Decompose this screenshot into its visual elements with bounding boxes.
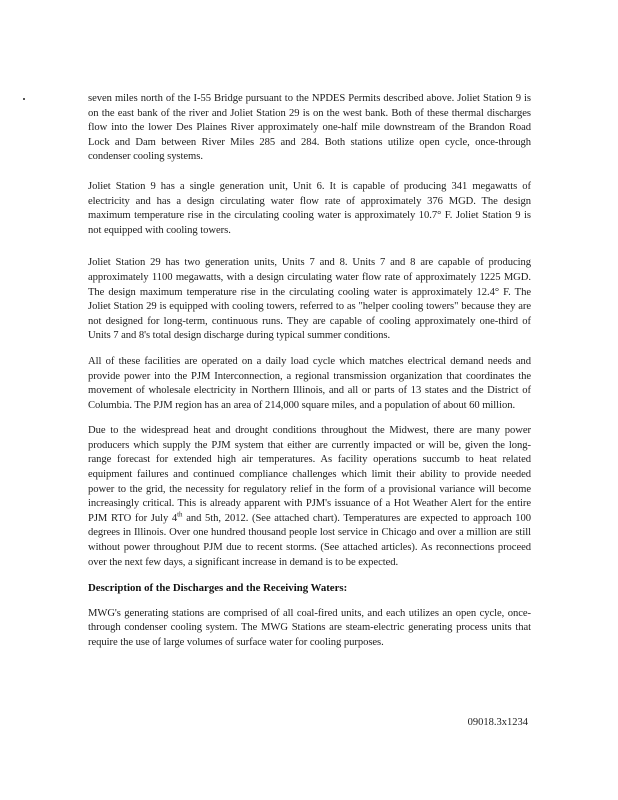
paragraph-mwg-stations: MWG's generating stations are comprised of all coal-fired units, and each utilizes an open cycle, once-through condenser cooling system. The MWG Stations are steam-electric generating process units that require the use of large volumes of surface water for cooling purposes. [88,607,531,648]
paragraph-joliet-location: seven miles north of the I-55 Bridge pursuant to the NPDES Permits described above. Joliet Station 9 is on the east bank of the river and Joliet Station 29 is on the west bank. Both of these thermal discharges flow into the lower Des Plaines River approximately one-half mile downstream of the Brandon Road Lock and Dam between River Miles 285 and 284. Both stations utilize open cycle, once-through condenser cooling systems. [88,93,531,163]
paragraph-heat-drought [88,424,531,570]
superscript-th: th [177,510,183,519]
paragraph-heat-drought-part-a: Due to the widespread heat and drought conditions throughout the Midwest, there are many power producers which supply the PJM system that either are currently impacted or will be, given the long-range forecast for extended high air temperatures. As facility operations succumb to heat related equipment failures and continued compliance challenges which limit their ability to provide needed power to the grid, the necessity for regulatory relief in the form of a provisional variance will become increasingly critical. This is already apparent with PJM's issuance of a Hot Weather Alert for the entire PJM RTO for July 4 [88,425,531,524]
paragraph-joliet-station-9: Joliet Station 9 has a single generation unit, Unit 6. It is capable of producing 341 megawatts of electricity and has a design circulating water flow rate of approximately 376 MGD. The design maximum temperature rise in the circulating cooling water is approximately 10.7° F. Joliet Station 9 is not equipped with cooling towers. [88,180,531,236]
paragraph-pjm-interconnection: All of these facilities are operated on a daily load cycle which matches electrical demand needs and provide power into the PJM Interconnection, a regional transmission organization that coordinates the movement of wholesale electricity in Northern Illinois, and all or parts of 13 states and the District of Columbia. The PJM region has an area of 214,000 square miles, and a population of about 60 million. [88,355,531,411]
paragraph-heat-drought-part-b: and 5th, 2012. (See attached chart). Temperatures are expected to approach 100 degrees in Illinois. Over one hundred thousand people lost service in Chicago and over a million are still without power throughout PJM due to recent storms. (See attached articles). As reconnections proceed over the next few days, a significant increase in demand is to be expected. [88,512,531,568]
section-heading-discharges: Description of the Discharges and the Receiving Waters: [88,582,348,595]
paragraph-joliet-station-29: Joliet Station 29 has two generation units, Units 7 and 8. Units 7 and 8 are capable of producing approximately 1100 megawatts, with a design circulating water flow rate of approximately 1225 MGD. The design maximum temperature rise in the circulating cooling water is approximately 12.4° F. The Joliet Station 29 is equipped with cooling towers, referred to as "helper cooling towers" because they are not designed for long-term, continuous runs. They are capable of cooling approximately one-third of Units 7 and 8's total design discharge during typical summer conditions. [88,257,531,342]
document-body [88,92,531,651]
scan-artifact-dot [23,98,25,100]
page-footer-code: 09018.3x1234 [467,717,528,728]
